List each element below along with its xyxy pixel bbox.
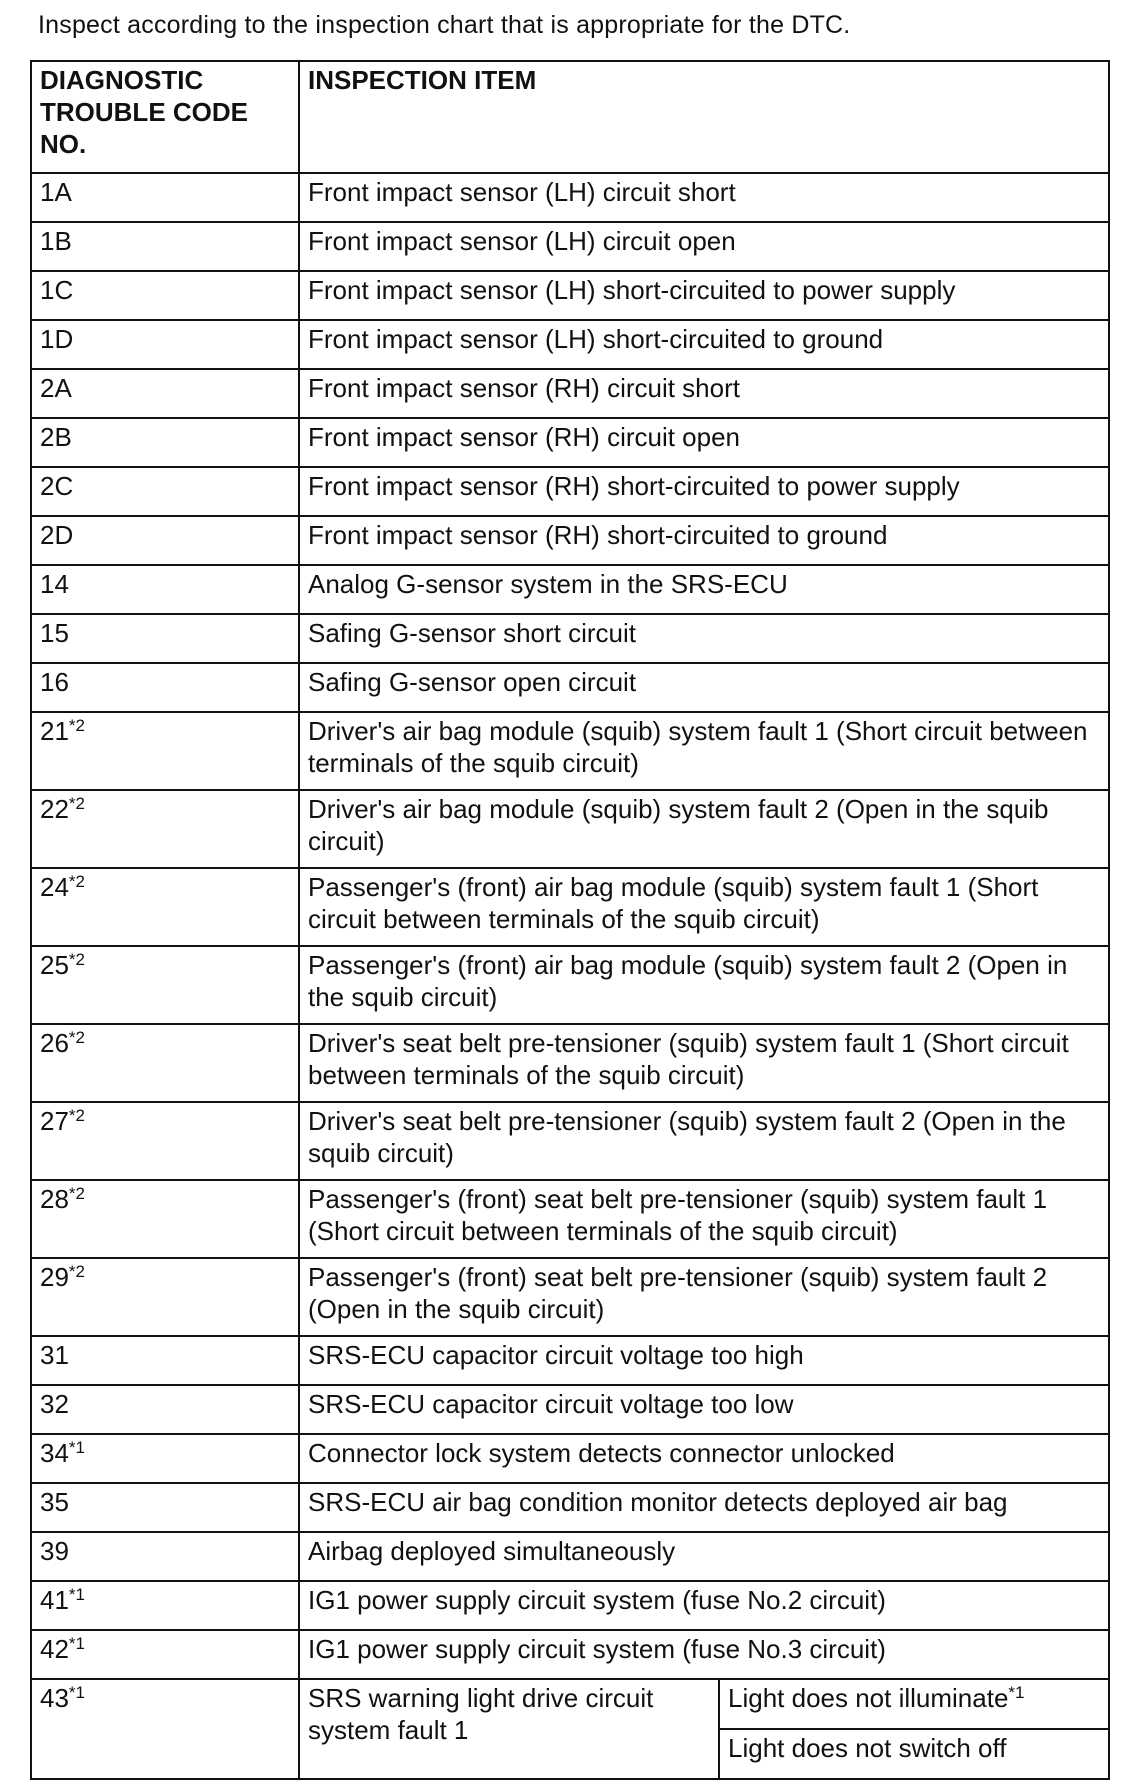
- dtc-code-cell: [31, 1679, 299, 1779]
- dtc-code: 43: [40, 1683, 69, 1713]
- table-row: [31, 1102, 1109, 1180]
- table-row: [31, 1024, 1109, 1102]
- dtc-code-footnote: *2: [68, 794, 85, 813]
- dtc-code: 39: [40, 1536, 69, 1566]
- inspection-item-cell: Front impact sensor (RH) short-circuited to power supply: [299, 467, 1109, 516]
- inspection-item-cell: Front impact sensor (LH) short-circuited to power supply: [299, 271, 1109, 320]
- dtc-code-cell: [31, 790, 299, 868]
- inspection-item-cell: Driver's seat belt pre-tensioner (squib) system fault 2 (Open in the squib circuit): [299, 1102, 1109, 1180]
- inspection-item-cell: Safing G-sensor short circuit: [299, 614, 1109, 663]
- inspection-item-cell: Connector lock system detects connector unlocked: [299, 1434, 1109, 1483]
- inspection-item-cell: Safing G-sensor open circuit: [299, 663, 1109, 712]
- dtc-code: 2D: [40, 520, 74, 550]
- dtc-code-cell: [31, 1102, 299, 1180]
- table-row: [31, 1180, 1109, 1258]
- table-row: [31, 516, 1109, 565]
- table-row: [31, 663, 1109, 712]
- inspection-item-cell: Front impact sensor (RH) short-circuited to ground: [299, 516, 1109, 565]
- table-row: [31, 369, 1109, 418]
- inspection-item-cell: Driver's air bag module (squib) system fault 2 (Open in the squib circuit): [299, 790, 1109, 868]
- table-row: [31, 1532, 1109, 1581]
- table-header-row: [31, 61, 1109, 173]
- table-row: [31, 271, 1109, 320]
- header-code: DIAGNOSTIC TROUBLE CODE NO.: [31, 61, 299, 173]
- table-row: [31, 946, 1109, 1024]
- dtc-code: 2C: [40, 471, 74, 501]
- dtc-code-cell: [31, 1258, 299, 1336]
- table-row: [31, 467, 1109, 516]
- inspection-item-cell: Front impact sensor (LH) circuit short: [299, 173, 1109, 222]
- intro-text: Inspect according to the inspection chart that is appropriate for the DTC.: [38, 11, 851, 39]
- dtc-code: 31: [40, 1340, 69, 1370]
- dtc-code-cell: [31, 222, 299, 271]
- dtc-code-cell: [31, 946, 299, 1024]
- dtc-code-footnote: *2: [68, 1262, 85, 1281]
- dtc-code-cell: [31, 320, 299, 369]
- dtc-code-cell: [31, 1385, 299, 1434]
- header-inspection-item: INSPECTION ITEM: [299, 61, 1109, 173]
- table-row: [31, 1581, 1109, 1630]
- inspection-item-cell: Driver's air bag module (squib) system fault 1 (Short circuit between terminals of the squib circuit): [299, 712, 1109, 790]
- dtc-code: 16: [40, 667, 69, 697]
- dtc-code-cell: [31, 418, 299, 467]
- dtc-code-cell: [31, 1581, 299, 1630]
- dtc-code-cell: [31, 369, 299, 418]
- dtc-code: 41: [40, 1585, 69, 1615]
- inspection-item-cell: SRS-ECU capacitor circuit voltage too low: [299, 1385, 1109, 1434]
- inspection-item-cell: Analog G-sensor system in the SRS-ECU: [299, 565, 1109, 614]
- inspection-item-cell: IG1 power supply circuit system (fuse No.2 circuit): [299, 1581, 1109, 1630]
- table-row: [31, 1483, 1109, 1532]
- dtc-code: 2A: [40, 373, 72, 403]
- dtc-code: 34: [40, 1438, 69, 1468]
- dtc-code-cell: [31, 1434, 299, 1483]
- dtc-code-cell: [31, 1630, 299, 1679]
- dtc-code: 26: [40, 1028, 69, 1058]
- dtc-code-footnote: *1: [68, 1634, 85, 1653]
- sub-item-1: Light does not illuminate: [728, 1683, 1009, 1713]
- inspection-item-cell: Airbag deployed simultaneously: [299, 1532, 1109, 1581]
- table-row: [31, 173, 1109, 222]
- dtc-code-cell: [31, 467, 299, 516]
- dtc-code: 2B: [40, 422, 72, 452]
- inspection-item-cell: Front impact sensor (RH) circuit short: [299, 369, 1109, 418]
- dtc-code-cell: [31, 614, 299, 663]
- table-row: [31, 868, 1109, 946]
- dtc-code: 21: [40, 716, 69, 746]
- table-row: [31, 320, 1109, 369]
- sub-item-cell-1: [719, 1679, 1109, 1729]
- dtc-code-footnote: *2: [68, 950, 85, 969]
- table-row: [31, 790, 1109, 868]
- dtc-code-cell: [31, 663, 299, 712]
- dtc-code: 1B: [40, 226, 72, 256]
- dtc-code-footnote: *2: [68, 716, 85, 735]
- dtc-code-cell: [31, 712, 299, 790]
- inspection-item-cell: Front impact sensor (RH) circuit open: [299, 418, 1109, 467]
- dtc-code-footnote: *1: [68, 1585, 85, 1604]
- inspection-item-cell: Passenger's (front) air bag module (squib) system fault 2 (Open in the squib circuit): [299, 946, 1109, 1024]
- dtc-code-cell: [31, 1336, 299, 1385]
- dtc-code-footnote: *2: [68, 1184, 85, 1203]
- inspection-item-cell: Front impact sensor (LH) short-circuited to ground: [299, 320, 1109, 369]
- dtc-code: 24: [40, 872, 69, 902]
- inspection-item-cell: Passenger's (front) seat belt pre-tensioner (squib) system fault 1 (Short circuit between terminals of the squib circuit): [299, 1180, 1109, 1258]
- table-row: [31, 1385, 1109, 1434]
- inspection-item-cell: Passenger's (front) air bag module (squib) system fault 1 (Short circuit between terminals of the squib circuit): [299, 868, 1109, 946]
- table-row-43: [31, 1679, 1109, 1729]
- dtc-code: 25: [40, 950, 69, 980]
- table-row: [31, 418, 1109, 467]
- dtc-code-footnote: *2: [68, 1106, 85, 1125]
- dtc-code-cell: [31, 1483, 299, 1532]
- inspection-item-cell: SRS warning light drive circuit system fault 1: [299, 1679, 719, 1779]
- table-row: [31, 712, 1109, 790]
- dtc-code: 1D: [40, 324, 74, 354]
- dtc-code-footnote: *2: [68, 872, 85, 891]
- dtc-code: 29: [40, 1262, 69, 1292]
- table-row: [31, 1258, 1109, 1336]
- table-row: [31, 1630, 1109, 1679]
- dtc-code-cell: [31, 1180, 299, 1258]
- table-row: [31, 1336, 1109, 1385]
- dtc-code-cell: [31, 868, 299, 946]
- dtc-code-footnote: *2: [68, 1028, 85, 1047]
- dtc-code-cell: [31, 516, 299, 565]
- dtc-code-cell: [31, 271, 299, 320]
- inspection-item-cell: Driver's seat belt pre-tensioner (squib) system fault 1 (Short circuit between terminals of the squib circuit): [299, 1024, 1109, 1102]
- dtc-code: 14: [40, 569, 69, 599]
- table-row: [31, 1434, 1109, 1483]
- sub-item-2: Light does not switch off: [728, 1733, 1007, 1763]
- inspection-item-cell: Passenger's (front) seat belt pre-tensioner (squib) system fault 2 (Open in the squib circuit): [299, 1258, 1109, 1336]
- dtc-code: 22: [40, 794, 69, 824]
- table-body: [31, 173, 1109, 1779]
- table-row: [31, 614, 1109, 663]
- dtc-code: 1C: [40, 275, 74, 305]
- sub-item-1-footnote: *1: [1008, 1683, 1025, 1702]
- dtc-code: 35: [40, 1487, 69, 1517]
- table-row: [31, 565, 1109, 614]
- dtc-code: 27: [40, 1106, 69, 1136]
- dtc-code-footnote: *1: [68, 1438, 85, 1457]
- dtc-code: 28: [40, 1184, 69, 1214]
- dtc-inspection-table: [30, 60, 1110, 1780]
- inspection-item-cell: Front impact sensor (LH) circuit open: [299, 222, 1109, 271]
- inspection-item-cell: IG1 power supply circuit system (fuse No.3 circuit): [299, 1630, 1109, 1679]
- dtc-code-footnote: *1: [68, 1683, 85, 1702]
- sub-item-cell-2: [719, 1729, 1109, 1779]
- dtc-code: 42: [40, 1634, 69, 1664]
- dtc-code: 1A: [40, 177, 72, 207]
- dtc-code: 15: [40, 618, 69, 648]
- dtc-code-cell: [31, 173, 299, 222]
- dtc-code-cell: [31, 1024, 299, 1102]
- inspection-item-cell: SRS-ECU air bag condition monitor detects deployed air bag: [299, 1483, 1109, 1532]
- dtc-code-cell: [31, 1532, 299, 1581]
- dtc-code: 32: [40, 1389, 69, 1419]
- inspection-item-cell: SRS-ECU capacitor circuit voltage too high: [299, 1336, 1109, 1385]
- table-row: [31, 222, 1109, 271]
- dtc-code-cell: [31, 565, 299, 614]
